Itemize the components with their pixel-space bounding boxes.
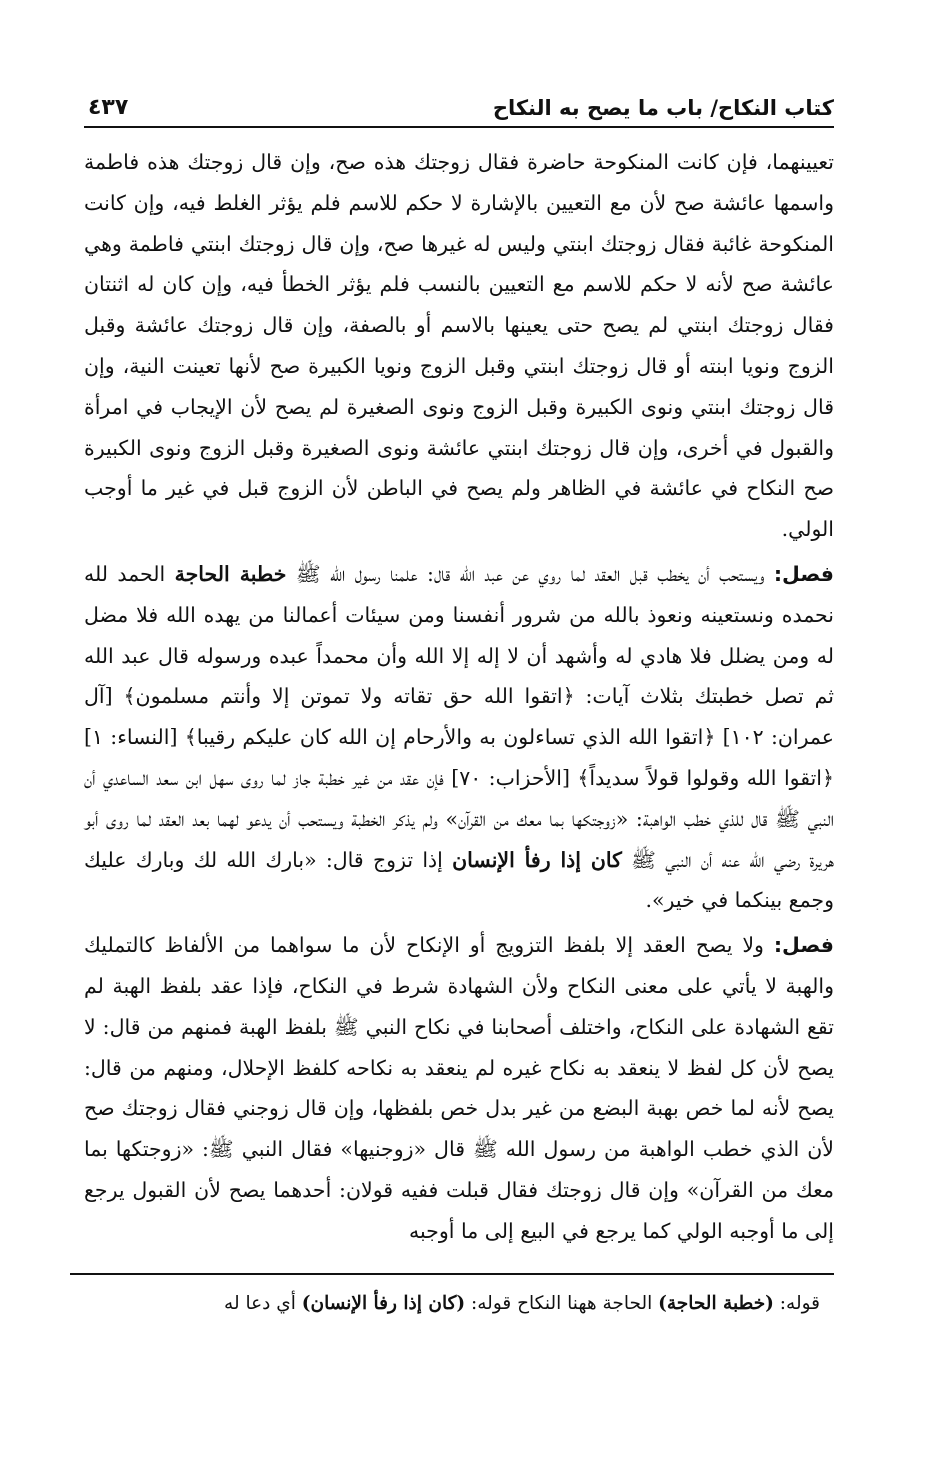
- footnote-term: (خطبة الحاجة): [658, 1293, 774, 1314]
- paragraph-text: الحمد لله نحمده ونستعينه ونعوذ بالله من شرور أنفسنا ومن سيئات أعمالنا من يهده الله فلا مضل له ومن يضلل فلا هادي له وأشهد أن لا إله إلا الله وأن محمداً عبده ورسوله قال عبد الله ثم تصل خطبتك بثلاث آيات: ﴿اتقوا الله حق تقاته ولا تموتن إلا وأنتم مسلمون﴾ [آل عمران: ١٠٢] ﴿اتقوا الله الذي تساءلون به والأرحام إن الله كان عليكم رقيبا﴾ [النساء: ١] ﴿اتقوا الله وقولوا قولاً سديداً﴾ [الأحزاب: ٧٠] فإن عقد من غير خطبة جاز لما روى سهل ابن سعد الساعدي أن النبي ﷺ قال للذي خطب الواهبة: «زوجتكها بما معك من القرآن» ولم يذكر الخطبة ويستحب أن يدعو لهما بعد العقد لما روى أبو هريرة رضي الله عنه أن النبي ﷺ: [84, 561, 835, 872]
- footnote-text: الحاجة ههنا النكاح قوله:: [471, 1293, 653, 1314]
- bold-phrase: كان إذا رفأ الإنسان: [452, 847, 622, 872]
- footnote: [70, 1286, 820, 1322]
- running-title: كتاب النكاح/ باب ما يصح به النكاح: [492, 96, 834, 120]
- section-marker: فصل:: [773, 561, 834, 586]
- paragraph-text: ويستحب أن يخطب قبل العقد لما روي عن عبد الله قال: علمنا رسول الله ﷺ: [295, 561, 765, 586]
- paragraph-text: إذا تزوج قال: «بارك الله لك وبارك عليك وجمع بينكما في خير».: [84, 847, 834, 913]
- bold-phrase: خطبة الحاجة: [174, 561, 287, 586]
- paragraph-text: ولا يصح العقد إلا بلفظ التزويج أو الإنكاح لأن ما سواهما من الألفاظ كالتمليك والهبة لا يأتي على معنى النكاح ولأن الشهادة شرط في النكاح، فإذا عقد بلفظ الهبة لم تقع الشهادة على النكاح، واختلف أصحابنا في نكاح النبي ﷺ بلفظ الهبة فمنهم من قال: لا يصح لأن كل لفظ لا ينعقد به نكاح غيره لم ينعقد به نكاحه كلفظ الإحلال، ومنهم من قال: يصح لأنه لما خص بهبة البضع من غير بدل خص بلفظها، وإن قال زوجني فقال زوجتك صح لأن الذي خطب الواهبة من رسول الله ﷺ قال «زوجنيها» فقال النبي ﷺ: «زوجتكها بما معك من القرآن» وإن قال زوجتك فقال قبلت ففيه قولان: أحدهما يصح لأن القبول يرجع إلى ما أوجبه الولي كما يرجع في البيع إلى ما أوجبه: [84, 933, 834, 1243]
- paragraph-contract-wording: [84, 925, 834, 1251]
- main-text: [84, 142, 834, 1256]
- paragraph-khutbah: [84, 554, 834, 921]
- page-number: ٤٣٧: [88, 95, 129, 120]
- section-marker: فصل:: [773, 933, 834, 958]
- paragraph-specifying-bride: تعيينهما، فإن كانت المنكوحة حاضرة فقال زوجتك هذه صح، وإن قال زوجتك هذه فاطمة واسمها عائشة صح لأن مع التعيين بالإشارة لا حكم للاسم فلم يؤثر الغلط فيه، وإن كانت المنكوحة غائبة فقال زوجتك ابنتي وليس له غيرها صح، وإن قال زوجتك ابنتي فاطمة وهي عائشة صح لأنه لا حكم للاسم مع التعيين بالنسب فلم يؤثر الخطأ فيه، وإن كان له اثنتان فقال زوجتك ابنتي لم يصح حتى يعينها بالاسم أو بالصفة، وإن قال زوجتك عائشة وقبل الزوج ونويا ابنته أو قال زوجتك ابنتي وقبل الزوج ونويا الكبيرة صح لأنها تعينت النية، وإن قال زوجتك ابنتي ونوى الكبيرة وقبل الزوج ونوى الصغيرة لم يصح لأن الإيجاب في امرأة والقبول في أخرى، وإن قال زوجتك ابنتي عائشة ونوى الصغيرة وقبل الزوج ونوى الكبيرة صح النكاح في عائشة في الظاهر ولم يصح في الباطن لأن الزوج قبل في غير ما أوجب الولي.: [84, 150, 834, 542]
- footnote-term: (كان إذا رفأ الإنسان): [301, 1293, 466, 1314]
- footnote-divider: [70, 1273, 834, 1275]
- page-header: [84, 86, 834, 128]
- footnote-text: أي دعا له: [224, 1293, 296, 1314]
- footnote-text: قوله:: [779, 1293, 820, 1314]
